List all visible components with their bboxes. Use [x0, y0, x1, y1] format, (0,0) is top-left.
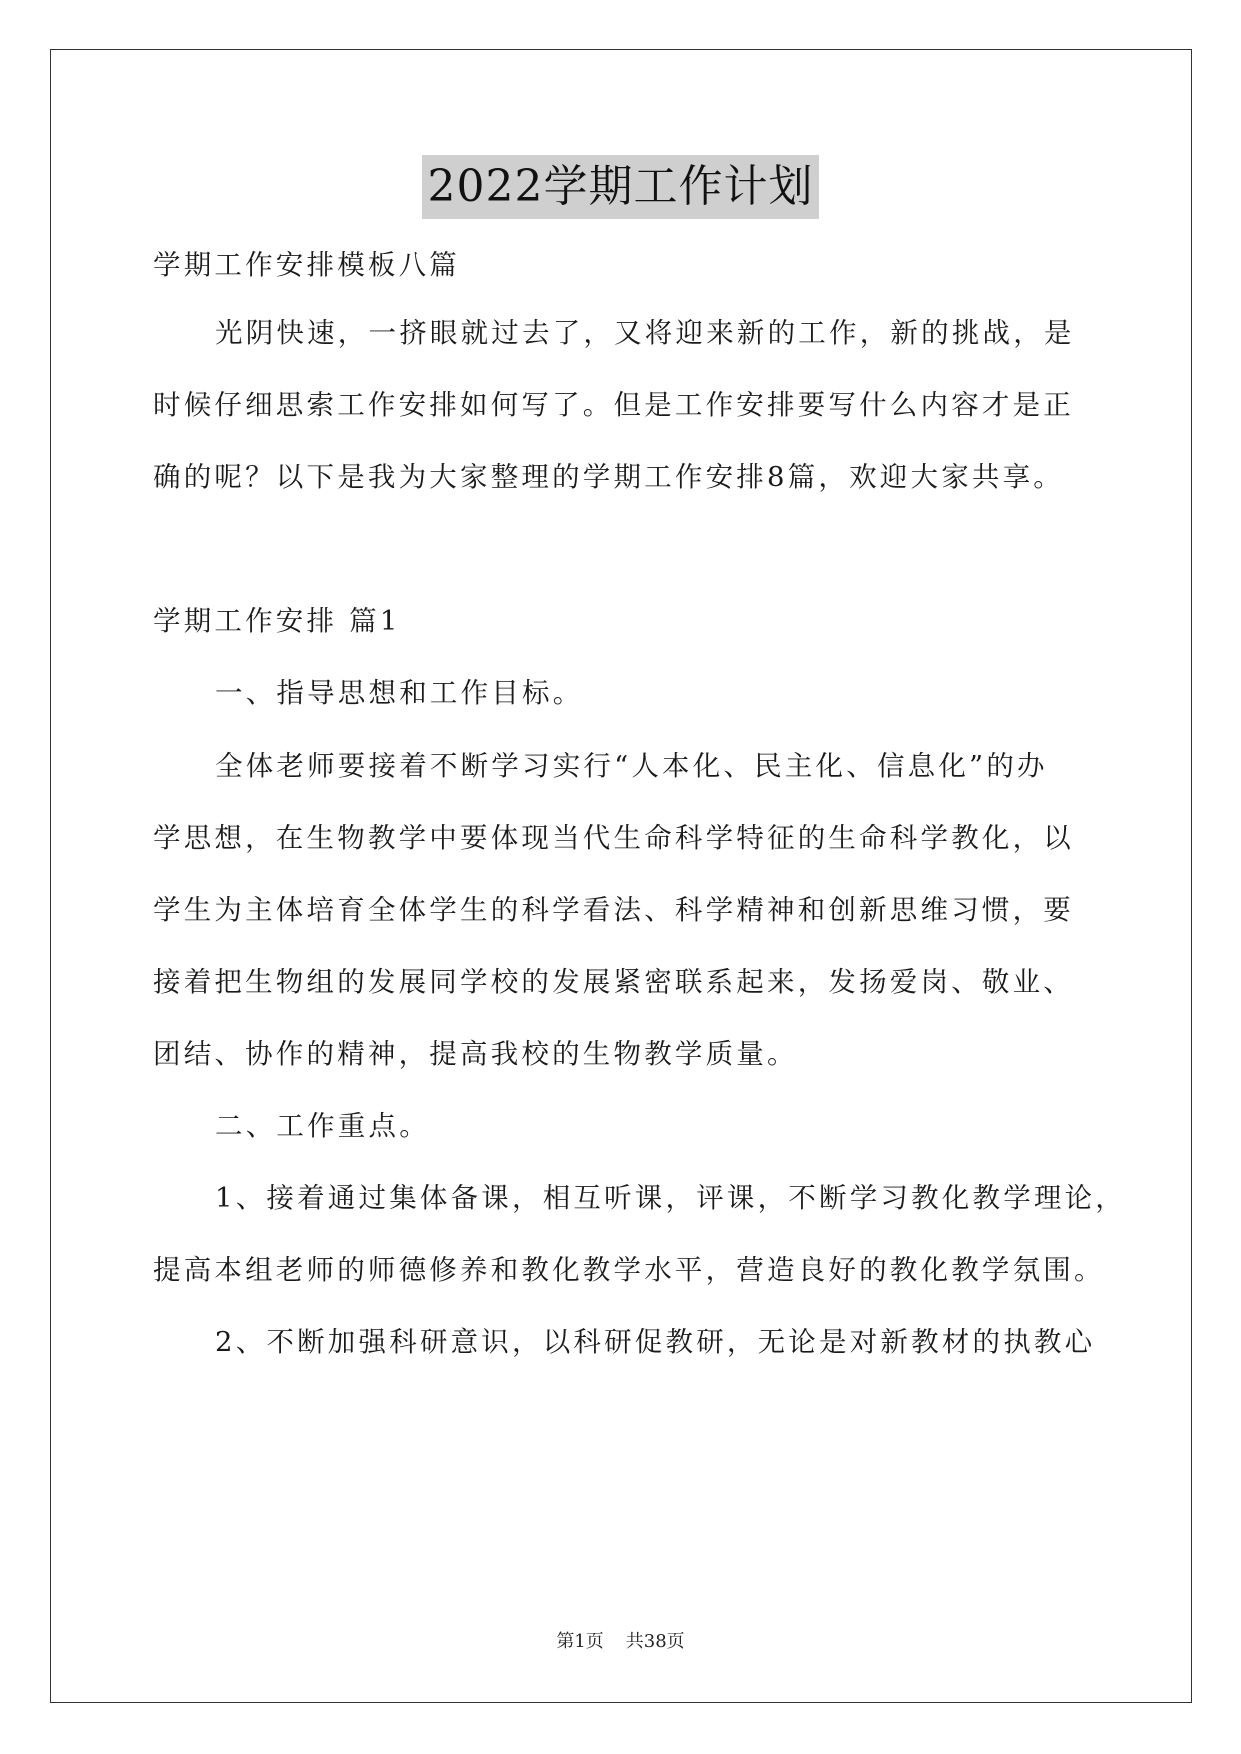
page-total: 共38页 — [625, 1631, 685, 1652]
paragraph-line: 学思想，在生物教学中要体现当代生命科学特征的生命科学教化，以 — [153, 822, 1074, 854]
paragraph-line: 团结、协作的精神，提高我校的生物教学质量。 — [153, 1038, 798, 1070]
paragraph-line: 1、接着通过集体备课，相互听课，评课，不断学习教化教学理论， — [215, 1182, 1126, 1214]
paragraph-line: 时候仔细思索工作安排如何写了。但是工作安排要写什么内容才是正 — [153, 389, 1074, 421]
paragraph-line: 2、不断加强科研意识，以科研促教研，无论是对新教材的执教心 — [215, 1326, 1096, 1358]
paragraph-line: 一、指导思想和工作目标。 — [215, 677, 584, 709]
section-heading: 学期工作安排 篇1 — [153, 605, 401, 637]
document-title: 2022学期工作计划 — [422, 155, 820, 219]
paragraph-line: 提高本组老师的师德修养和教化教学水平，营造良好的教化教学氛围。 — [153, 1254, 1105, 1286]
title-container — [0, 155, 1241, 219]
paragraph-line: 二、工作重点。 — [215, 1110, 430, 1142]
paragraph-line: 确的呢？以下是我为大家整理的学期工作安排8篇，欢迎大家共享。 — [153, 461, 1064, 493]
page-border — [50, 49, 1192, 1703]
page-number: 第1页 — [556, 1631, 604, 1652]
page-footer — [0, 1630, 1241, 1654]
paragraph-line: 全体老师要接着不断学习实行“人本化、民主化、信息化”的办 — [215, 750, 1048, 782]
paragraph-line: 光阴快速，一挤眼就过去了，又将迎来新的工作，新的挑战，是 — [215, 317, 1075, 349]
paragraph-line: 接着把生物组的发展同学校的发展紧密联系起来，发扬爱岗、敬业、 — [153, 966, 1074, 998]
subtitle-line: 学期工作安排模板八篇 — [153, 249, 460, 281]
paragraph-line: 学生为主体培育全体学生的科学看法、科学精神和创新思维习惯，要 — [153, 894, 1074, 926]
